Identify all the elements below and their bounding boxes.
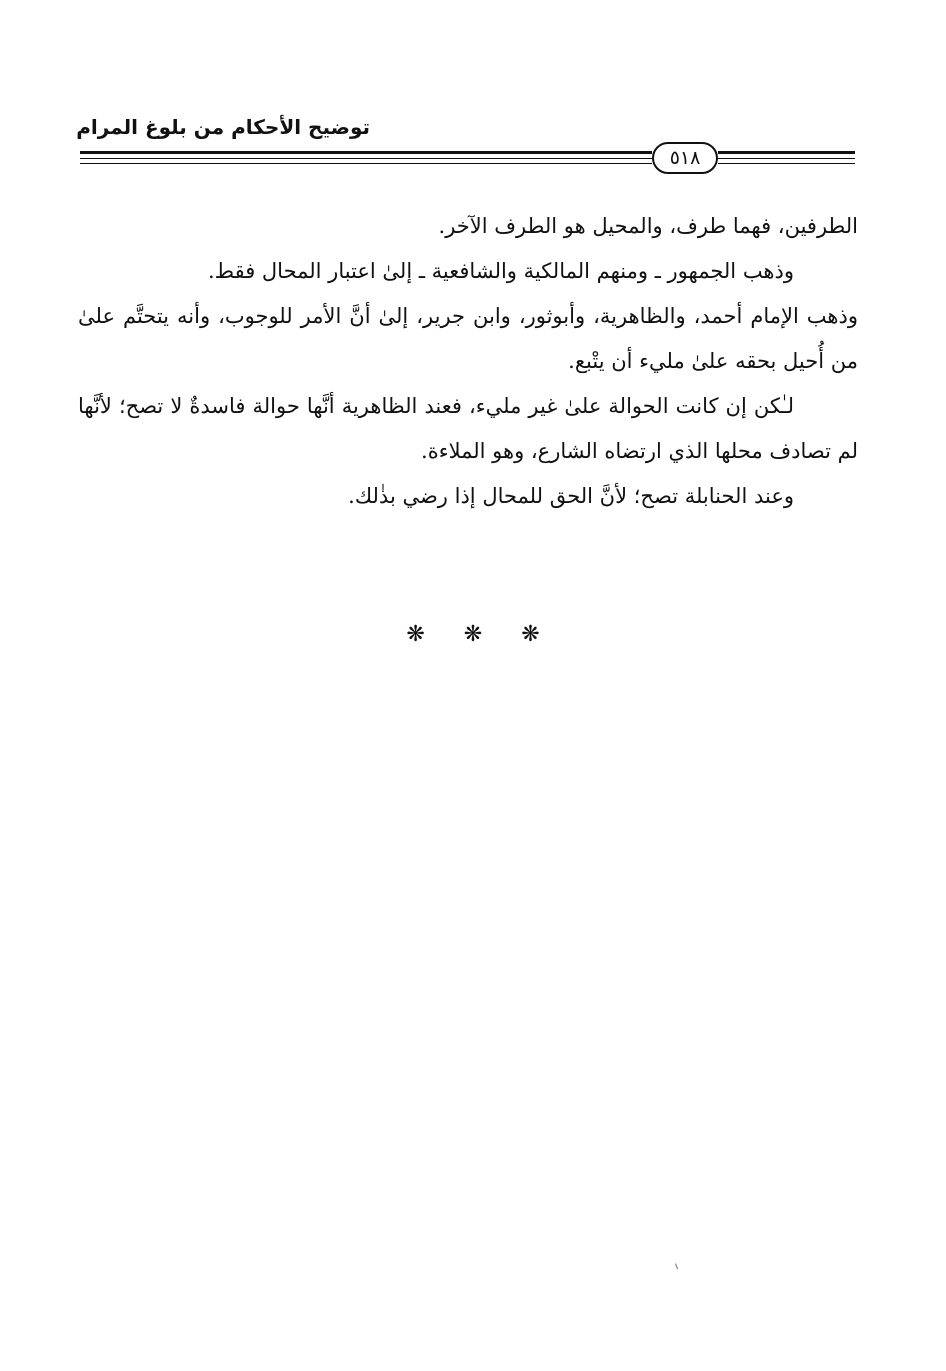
running-title: توضيح الأحكام من بلوغ المرام <box>76 115 370 139</box>
page-number: ٥١٨ <box>652 142 718 174</box>
header-rule <box>80 163 652 164</box>
body-text <box>78 204 858 519</box>
paragraph: وعند الحنابلة تصح؛ لأنَّ الحق للمحال إذا رضي بذٰلك. <box>348 484 794 508</box>
header-rule <box>718 151 855 154</box>
asterisk-icon: ❋ <box>521 622 540 647</box>
paragraph: وذهب الإمام أحمد، والظاهرية، وأبوثور، وابن جرير، إلىٰ أنَّ الأمر للوجوب، وأنه يتحتَّم علىٰ من أُحيل بحقه علىٰ مليء أن يتْبع. <box>78 304 858 373</box>
header-rule <box>80 151 652 154</box>
paragraph: لـٰكن إن كانت الحوالة علىٰ غير مليء، فعند الظاهرية أنَّها حوالة فاسدةٌ لا تصح؛ لأنَّها لم تصادف محلها الذي ارتضاه الشارع، وهو الملاءة. <box>78 394 858 463</box>
section-divider-ornament <box>0 620 946 650</box>
header-rule <box>80 158 652 159</box>
asterisk-icon: ❋ <box>463 622 483 647</box>
header-rule <box>718 163 855 164</box>
header-rule <box>718 158 855 159</box>
paragraph: وذهب الجمهور ـ ومنهم المالكية والشافعية ـ إلىٰ اعتبار المحال فقط. <box>207 259 794 283</box>
scan-speck <box>675 1263 680 1270</box>
asterisk-icon: ❋ <box>406 622 425 647</box>
paragraph: الطرفين، فهما طرف، والمحيل هو الطرف الآخر. <box>438 214 858 238</box>
